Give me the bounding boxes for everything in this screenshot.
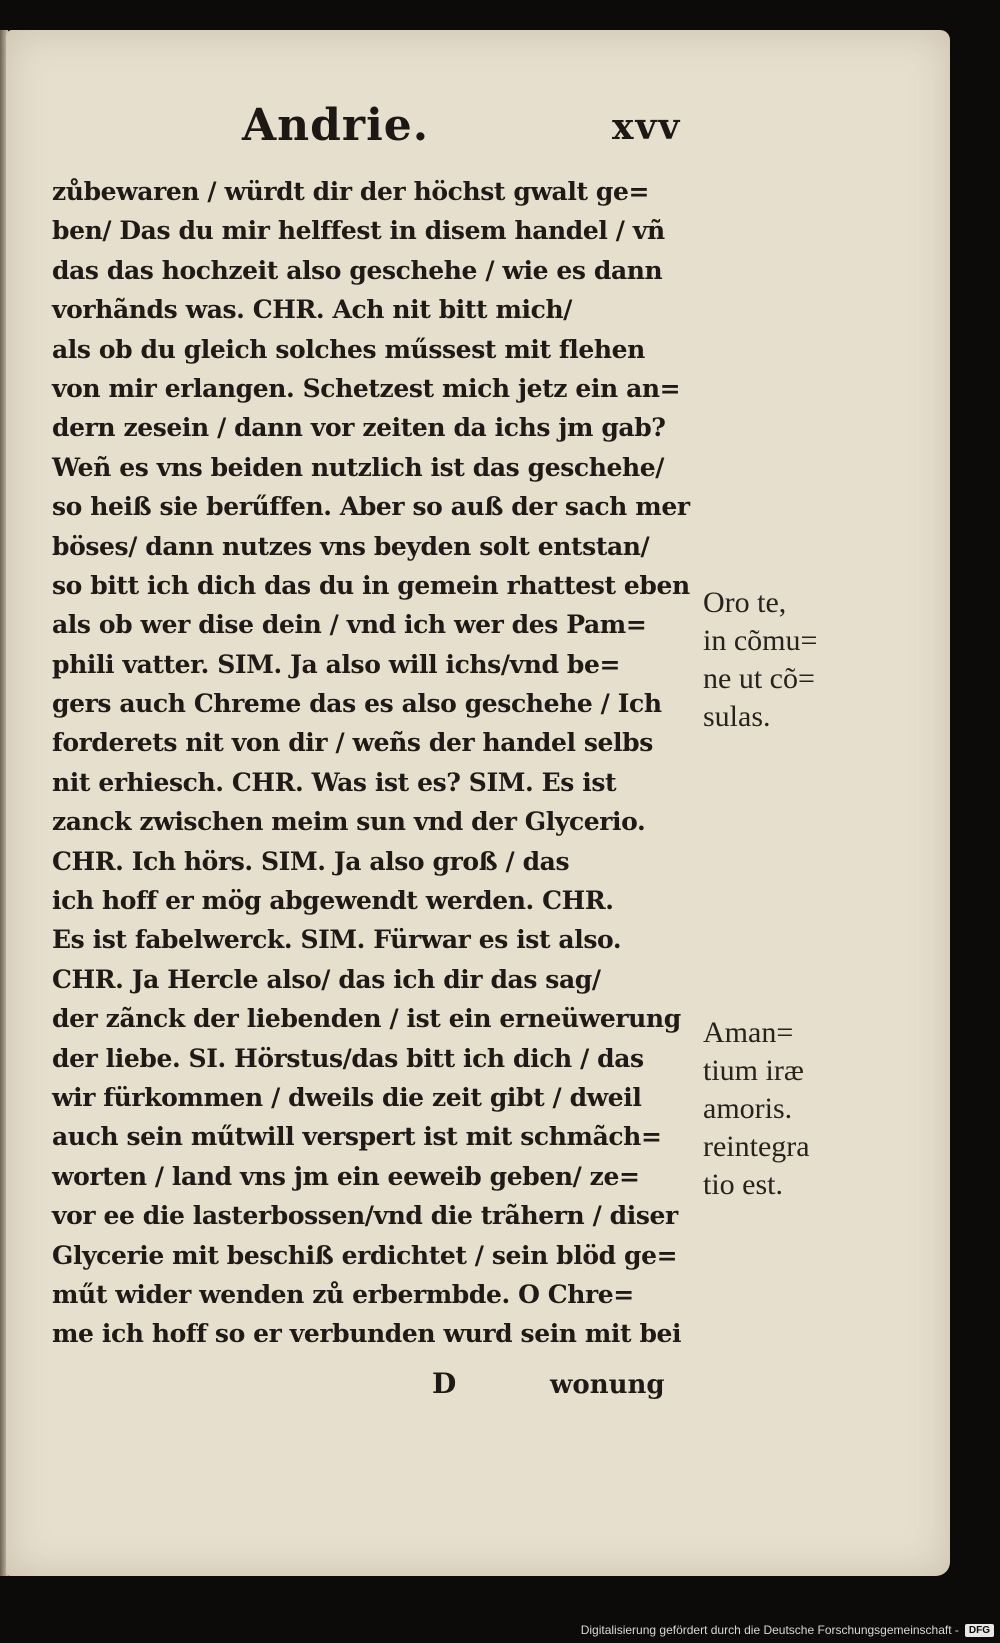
margin-note-line: tium iræ: [703, 1054, 804, 1087]
text-line: gers auch Chreme das es also geschehe / Ich: [52, 689, 662, 719]
text-line: als ob wer dise dein / vnd ich wer des Pam=: [52, 610, 647, 640]
text-line: me ich hoff so er verbunden wurd sein mit bei: [52, 1319, 682, 1349]
margin-note-amantium: [703, 1014, 810, 1204]
margin-note-line: in cõmu=: [703, 624, 818, 657]
text-line: so heiß sie berűffen. Aber so auß der sach mer: [52, 492, 690, 522]
text-line: wir fürkommen / dweils die zeit gibt / dweil: [52, 1082, 642, 1112]
text-line: ich hoff er mög abgewendt werden. CHR.: [52, 886, 614, 916]
text-line: CHR. Ja Hercle also/ das ich dir das sag/: [52, 964, 601, 994]
text-line: CHR. Ich hörs. SIM. Ja also groß / das: [52, 846, 570, 876]
text-line: Glycerie mit beschiß erdichtet / sein blöd ge=: [52, 1240, 678, 1270]
text-line: so bitt ich dich das du in gemein rhattest eben: [52, 570, 690, 600]
margin-note-line: Oro te,: [703, 586, 787, 619]
text-line: vorhãnds was. CHR. Ach nit bitt mich/: [52, 295, 572, 325]
text-line: worten / land vns jm ein eeweib geben/ ze=: [52, 1161, 640, 1191]
margin-note-line: Aman=: [703, 1016, 794, 1049]
text-line: forderets nit von dir / weñs der handel selbs: [52, 728, 653, 758]
text-line: auch sein műtwill verspert ist mit schmãch=: [52, 1122, 662, 1152]
text-line: zanck zwischen meim sun vnd der Glycerio.: [52, 807, 646, 837]
text-line: der liebe. SI. Hörstus/das bitt ich dich / das: [52, 1043, 644, 1073]
margin-note-line: reintegra: [703, 1130, 810, 1163]
dfg-logo: DFG: [965, 1624, 994, 1637]
margin-note-oro-te: [703, 584, 817, 736]
text-line: műt wider wenden zů erbermbde. O Chre=: [52, 1279, 634, 1309]
body-text: [52, 172, 692, 1354]
margin-note-line: tio est.: [703, 1168, 783, 1201]
margin-note-line: ne ut cõ=: [703, 662, 815, 695]
text-line: dern zesein / dann vor zeiten da ichs jm gab?: [52, 413, 666, 443]
text-line: der zãnck der liebenden / ist ein erneüwerung: [52, 1004, 681, 1034]
digitization-footer: [581, 1619, 994, 1641]
text-line: zůbewaren / würdt dir der höchst gwalt ge=: [52, 177, 650, 206]
signature-mark: D: [432, 1367, 457, 1400]
text-line: das das hochzeit also geschehe / wie es dann: [52, 255, 663, 285]
text-line: Es ist fabelwerck. SIM. Fürwar es ist also.: [52, 925, 622, 955]
text-line: phili vatter. SIM. Ja also will ichs/vnd be=: [52, 649, 621, 679]
margin-note-line: sulas.: [703, 700, 771, 733]
text-line: als ob du gleich solches műssest mit flehen: [52, 334, 645, 364]
text-line: ben/ Das du mir helffest in disem handel / vñ: [52, 216, 665, 246]
running-head: Andrie.: [242, 100, 430, 151]
text-line: böses/ dann nutzes vns beyden solt entstan/: [52, 531, 650, 561]
footer-credit: Digitalisierung gefördert durch die Deutsche Forschungsgemeinschaft -: [580, 1623, 959, 1637]
text-line: von mir erlangen. Schetzest mich jetz ein an=: [52, 373, 681, 403]
catchword: wonung: [550, 1370, 665, 1400]
text-line: vor ee die lasterbossen/vnd die trãhern / diser: [52, 1201, 678, 1231]
text-line: nit erhiesch. CHR. Was ist es? SIM. Es ist: [52, 767, 617, 797]
margin-note-line: amoris.: [703, 1092, 793, 1125]
folio-number: xvv: [612, 106, 682, 148]
text-line: Weñ es vns beiden nutzlich ist das geschehe/: [52, 452, 664, 482]
